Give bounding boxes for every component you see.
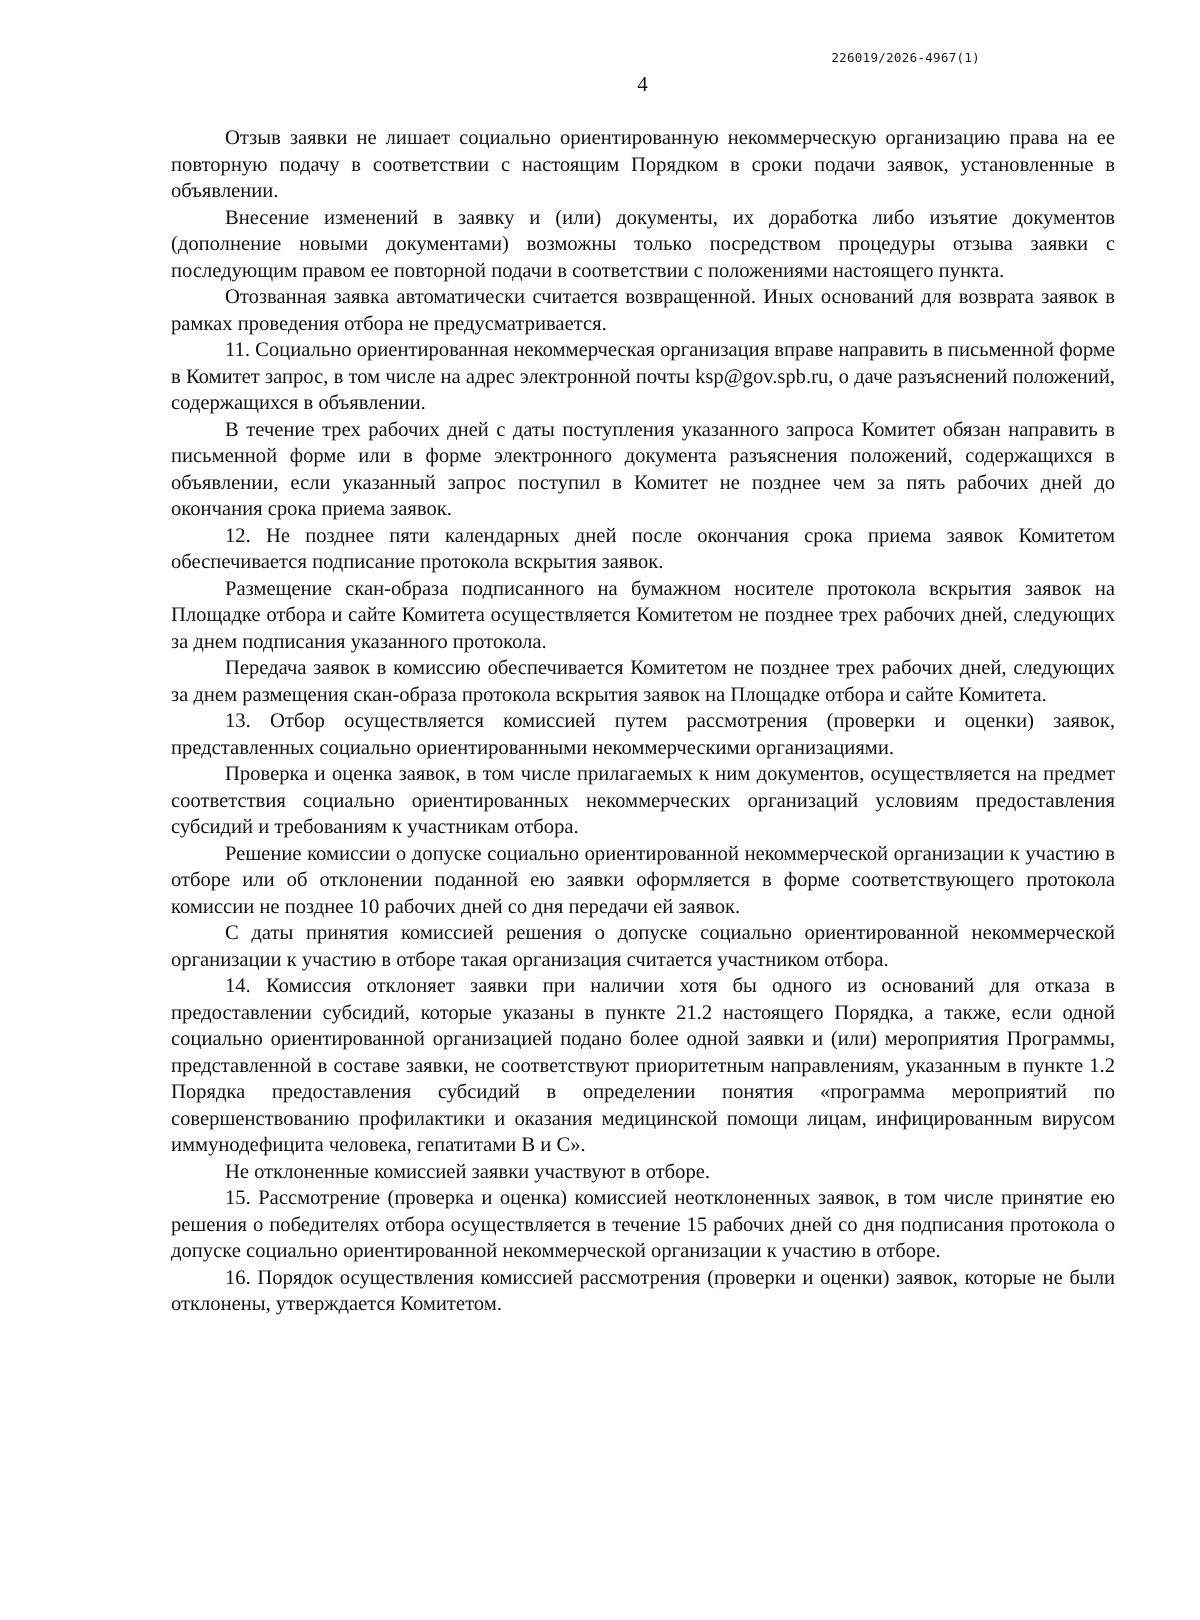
paragraph-admission-decision: Решение комиссии о допуске социально ориентированной некоммерческой организации к участию в отборе или об отклонении поданной ею заявки оформляется в форме соответствующего протокола комиссии не позднее 10 рабочих дней со дня передачи ей заявок. xyxy=(171,842,1115,918)
paragraph-changes-procedure: Внесение изменений в заявку и (или) документы, их доработка либо изъятие документов (дополнение новыми документами) возможны только посредством процедуры отзыва заявки с последующим правом ее повторной подачи в соответствии с положениями настоящего пункта. xyxy=(171,206,1115,282)
document-id: 226019/2026-4967(1) xyxy=(831,50,980,65)
paragraph-item-12: 12. Не позднее пяти календарных дней после окончания срока приема заявок Комитетом обеспечивается подписание протокола вскрытия заявок. xyxy=(171,524,1115,573)
paragraph-scan-publication: Размещение скан-образа подписанного на бумажном носителе протокола вскрытия заявок на Площадке отбора и сайте Комитета осуществляется Комитетом не позднее трех рабочих дней, следующих за днем подписания указанного протокола. xyxy=(171,577,1115,653)
paragraph-withdrawal-right: Отзыв заявки не лишает социально ориентированную некоммерческую организацию права на ее повторную подачу в соответствии с настоящим Порядком в сроки подачи заявок, установленные в объявлении. xyxy=(171,127,1115,202)
paragraph-clarification-deadline: В течение трех рабочих дней с даты поступления указанного запроса Комитет обязан направить в письменной форме или в форме электронного документа разъяснения положений, содержащихся в объявлении, если указанный запрос поступил в Комитет не позднее чем за пять рабочих дней до окончания срока приема заявок. xyxy=(171,418,1115,520)
paragraph-item-16: 16. Порядок осуществления комиссией рассмотрения (проверки и оценки) заявок, которые не были отклонены, утверждается Комитетом. xyxy=(171,1266,1115,1315)
paragraph-item-14: 14. Комиссия отклоняет заявки при наличии хотя бы одного из оснований для отказа в предоставлении субсидий, которые указаны в пункте 21.2 настоящего Порядка, а также, если одной социально ориентированной организацией подано более одной заявки и (или) мероприятия Программы, представленной в составе заявки, не соответствуют приоритетным направлениям, указанным в пункте 1.2 Порядка предоставления субсидий в определении понятия «программа мероприятий по совершенствованию профилактики и оказания медицинской помощи лицам, инфицированным вирусом иммунодефицита человека, гепатитами B и C». xyxy=(171,975,1115,1156)
paragraph-not-rejected: Не отклоненные комиссией заявки участвуют в отборе. xyxy=(225,1160,711,1183)
paragraph-withdrawn-application: Отозванная заявка автоматически считается возвращенной. Иных оснований для возврата заявок в рамках проведения отбора не предусматривается. xyxy=(171,286,1115,335)
body-text xyxy=(171,125,1115,1318)
paragraph-transfer-to-commission: Передача заявок в комиссию обеспечивается Комитетом не позднее трех рабочих дней, следующих за днем размещения скан-образа протокола вскрытия заявок на Площадке отбора и сайте Комитета. xyxy=(171,657,1115,706)
paragraph-item-11: 11. Социально ориентированная некоммерческая организация вправе направить в письменной форме в Комитет запрос, в том числе на адрес электронной почты ksp@gov.spb.ru, о даче разъяснений положений, содержащихся в объявлении. xyxy=(171,339,1115,414)
paragraph-review-and-evaluation: Проверка и оценка заявок, в том числе прилагаемых к ним документов, осуществляется на предмет соответствия социально ориентированных некоммерческих организаций условиям предоставления субсидий и требованиям к участникам отбора. xyxy=(171,763,1115,838)
paragraph-item-15: 15. Рассмотрение (проверка и оценка) комиссией неотклоненных заявок, в том числе принятие ею решения о победителях отбора осуществляется в течение 15 рабочих дней со дня подписания протокола о допуске социально ориентированной некоммерческой организации к участию в отборе. xyxy=(171,1187,1115,1262)
paragraph-item-13: 13. Отбор осуществляется комиссией путем рассмотрения (проверки и оценки) заявок, представленных социально ориентированными некоммерческими организациями. xyxy=(171,710,1115,759)
paragraph-participant-status: С даты принятия комиссией решения о допуске социально ориентированной некоммерческой организации к участию в отборе такая организация считается участником отбора. xyxy=(171,922,1115,971)
page-number: 4 xyxy=(637,72,648,96)
